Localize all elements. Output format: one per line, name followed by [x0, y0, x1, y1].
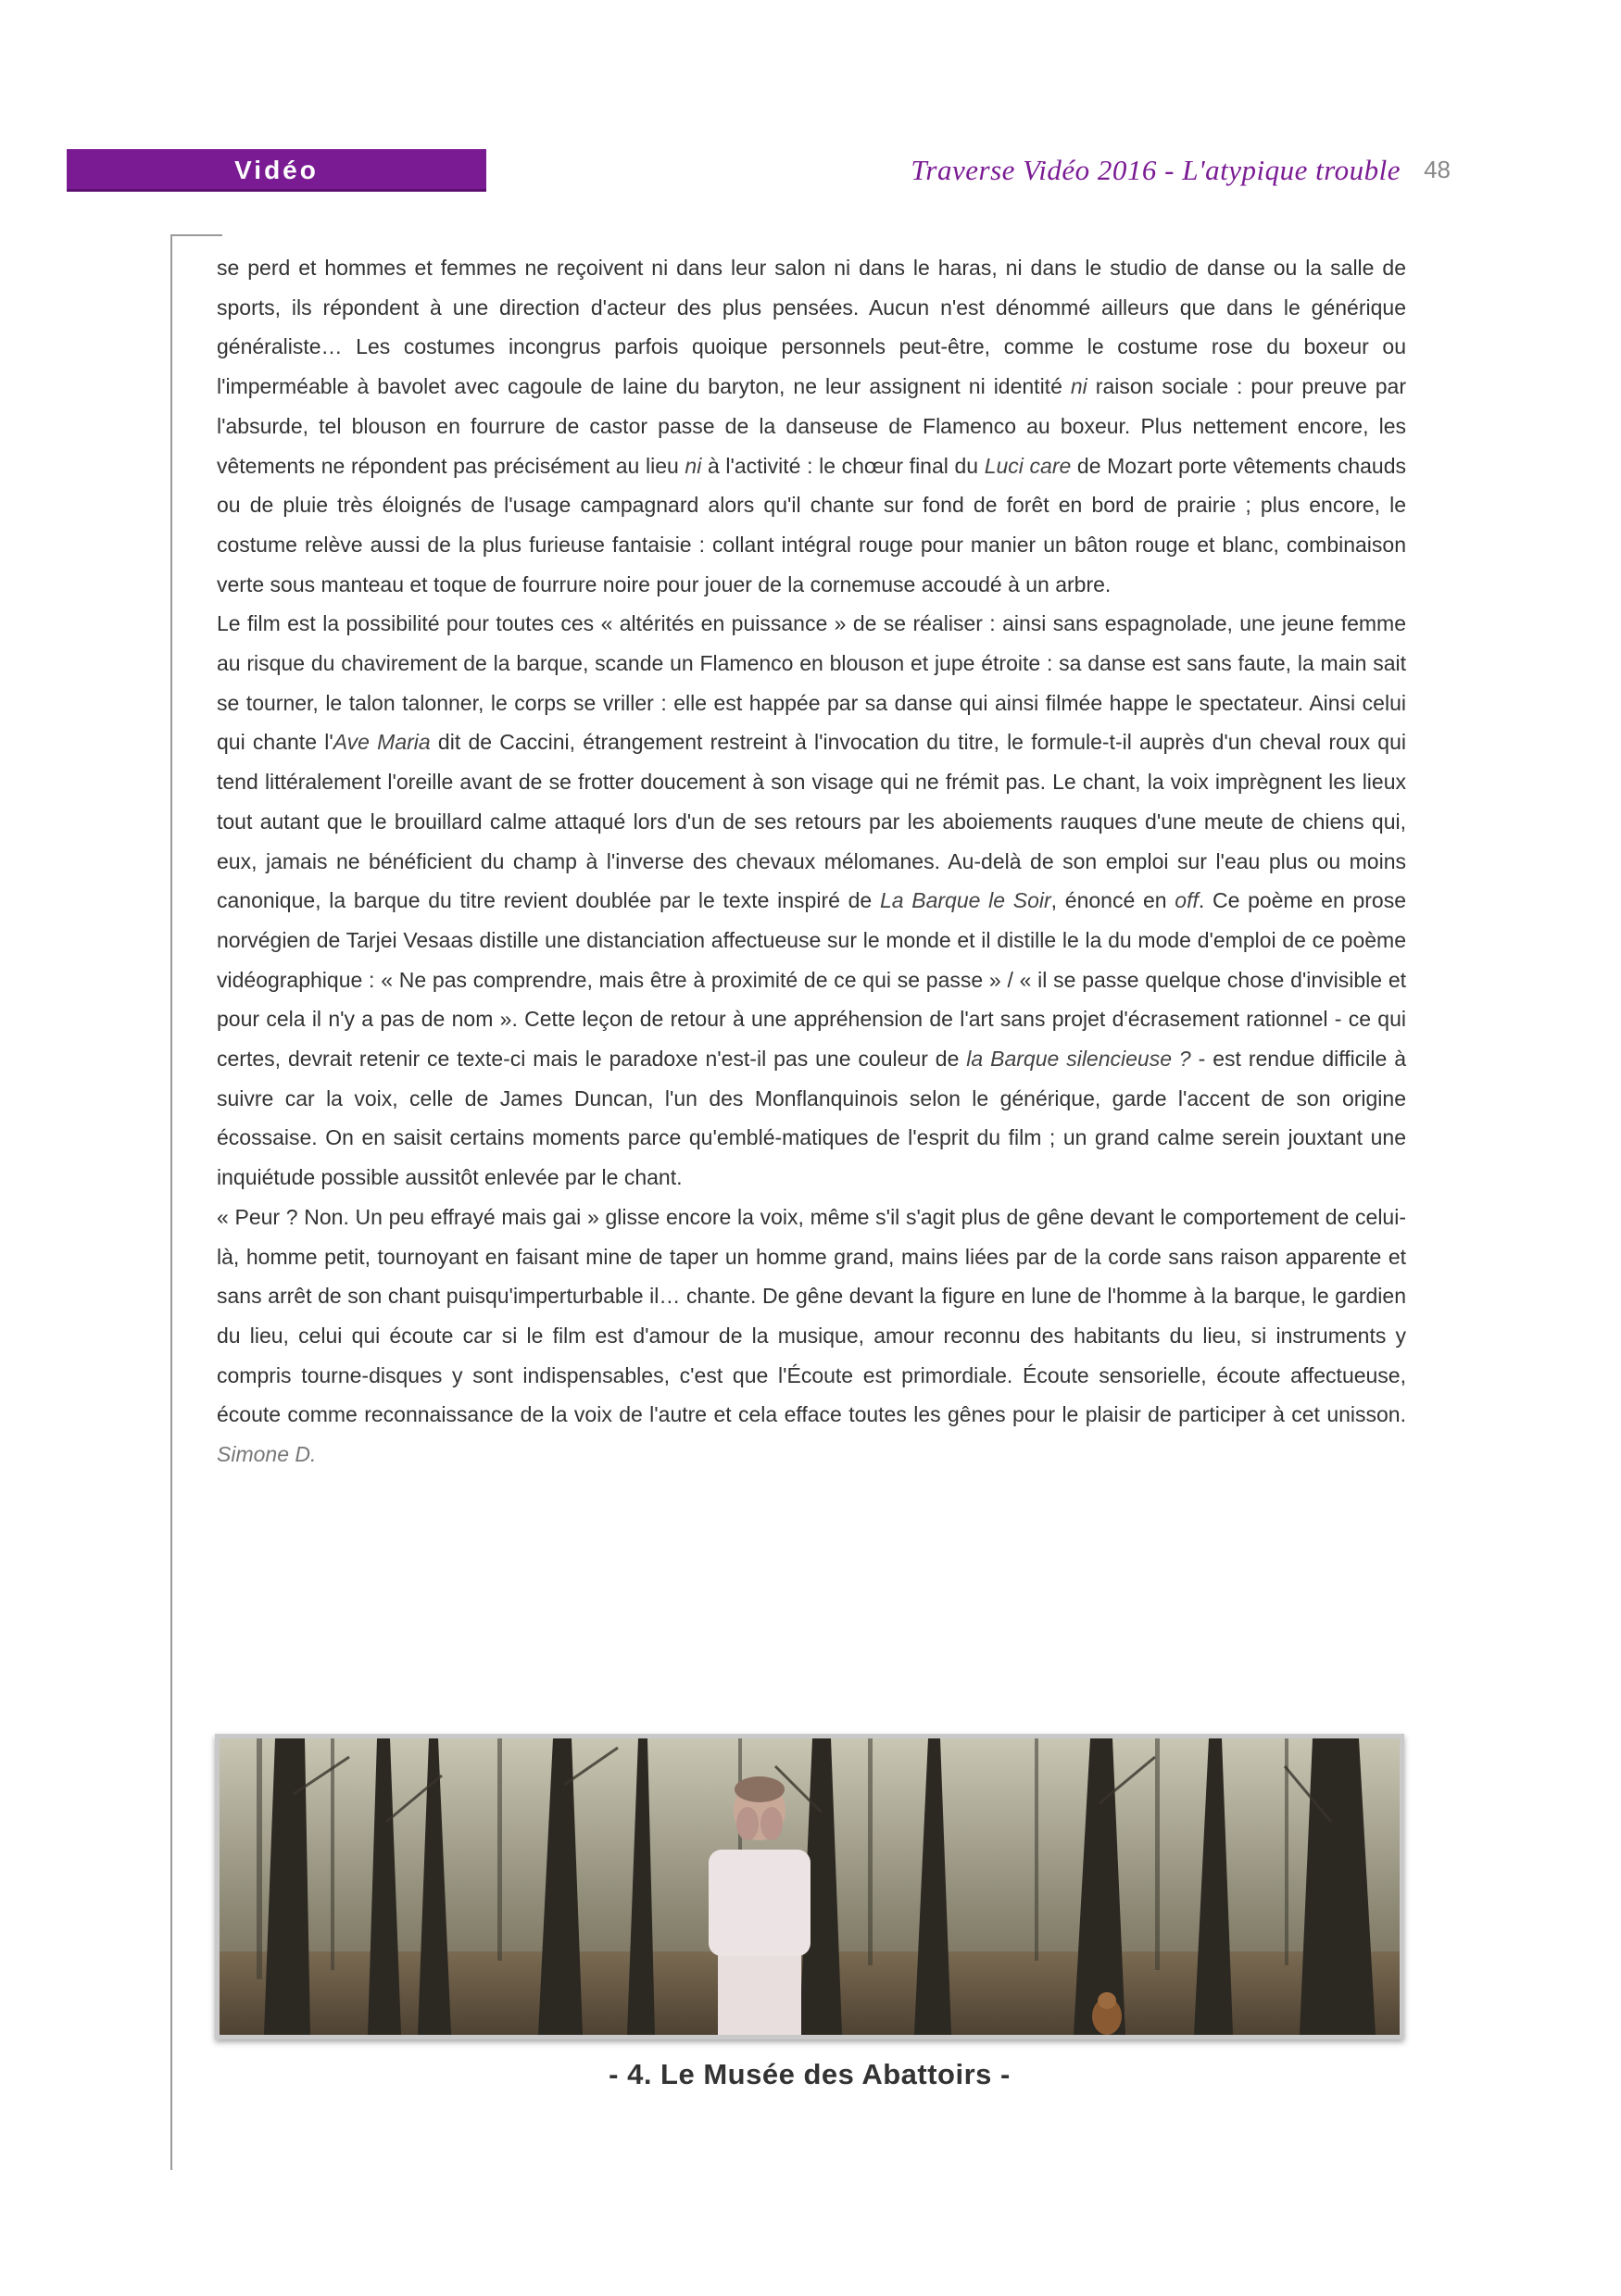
italic-text: off [1175, 888, 1199, 913]
margin-rule-tick [170, 234, 222, 236]
italic-text: ni [685, 453, 702, 478]
italic-text: ni [1070, 374, 1087, 399]
section-label: Vidéo [234, 156, 319, 184]
paragraph: se perd et hommes et femmes ne reçoivent ni dans leur salon ni dans le haras, ni dans le studio de danse ou la salle de sports, ils répondent à une direction d'acteur des plus pensées. Aucun n'est dénommé ailleurs que dans le générique généraliste… Les costumes incongrus parfois quoique personnels peut-être, comme le costume rose du boxeur ou l'imperméable à bavolet avec cagoule de laine du baryton, ne leur assignent ni identité ni raison sociale : pour preuve par l'absurde, tel blouson en fourrure de castor passe de la danseuse de Flamenco au boxeur. Plus nettement encore, les vêtements ne répondent pas précisément au lieu ni à l'activité : le chœur final du Luci care de Mozart porte vêtements chauds ou de pluie très éloignés de l'usage campagnard alors qu'il chante sur fond de forêt en bord de prairie ; plus encore, le costume relève aussi de la plus furieuse fantaisie : collant intégral rouge pour manier un bâton rouge et blanc, combinaison verte sous manteau et toque de fourrure noire pour jouer de la cornemuse accoudé à un arbre. [217, 256, 1407, 596]
running-title: Traverse Vidéo 2016 - L'atypique trouble [911, 154, 1401, 186]
margin-rule [170, 234, 172, 2170]
article-body [217, 248, 1406, 1474]
forest-scene-illustration [220, 1738, 1400, 2035]
italic-text: Luci care [984, 453, 1072, 478]
italic-text: la Barque silencieuse ? [966, 1047, 1191, 1072]
paragraph: Le film est la possibilité pour toutes ces « altérités en puissance » de se réaliser : ainsi sans espagnolade, une jeune femme au risque du chavirement de la barque, scande un Flamenco en blouson et jupe étroite : sa danse est sans faute, la main sait se tourner, le talon talonner, le corps se vriller : elle est happée par sa danse qui ainsi filmée happe le spectateur. Ainsi celui qui chante l'Ave Maria dit de Caccini, étrangement restreint à l'invocation du titre, le formule-t-il auprès d'un cheval roux qui tend littéralement l'oreille avant de se frotter doucement à son visage qui ne frémit pas. Le chant, la voix imprègnent les lieux tout autant que le brouillard calme attaqué lors d'un de ses retours par les aboiements rauques d'une meute de chiens qui, eux, jamais ne bénéficient du champ à l'inverse des chevaux mélomanes. Au-delà de son emploi sur l'eau plus ou moins canonique, la barque du titre revient doublée par le texte inspiré de La Barque le Soir, énoncé en off. Ce poème en prose norvégien de Tarjei Vesaas distille une distanciation affectueuse sur le monde et il distille le la du mode d'emploi de ce poème vidéographique : « Ne pas comprendre, mais être à proximité de ce qui se passe » / « il se passe quelque chose d'invisible et pour cela il n'y a pas de nom ». Cette leçon de retour à une appréhension de l'art sans projet d'écrasement rationnel - ce qui certes, devrait retenir ce texte-ci mais le paradoxe n'est-il pas une couleur de la Barque silencieuse ? - est rendue difficile à suivre car la voix, celle de James Duncan, l'un des Monflanquinois selon le générique, garde l'accent de son origine écossaise. On en saisit certains moments parce qu'emblé-matiques de l'esprit du film ; un grand calme serein jouxtant une inquiétude possible aussitôt enlevée par le chant. [217, 611, 1406, 1190]
italic-text: La Barque le Soir [879, 888, 1051, 913]
author-signature: Simone D. [217, 1442, 317, 1467]
film-still-image [215, 1734, 1404, 2039]
figure-caption: - 4. Le Musée des Abattoirs - [609, 2058, 1011, 2090]
page-number: 48 [1424, 156, 1451, 183]
italic-text: Ave Maria [333, 730, 431, 755]
paragraph: « Peur ? Non. Un peu effrayé mais gai » glisse encore la voix, même s'il s'agit plus de gêne devant le comportement de celui-là, homme petit, tournoyant en faisant mine de taper un homme grand, mains liées par de la corde sans raison apparente et sans arrêt de son chant puisqu'imperturbable il… chante. De gêne devant la figure en lune de l'homme à la barque, le gardien du lieu, celui qui écoute car si le film est d'amour de la musique, amour reconnu des habitants du lieu, si instruments y compris tourne-disques y sont indispensables, c'est que l'Écoute est primordiale. Écoute sensorielle, écoute affectueuse, écoute comme reconnaissance de la voix de l'autre et cela efface toutes les gênes pour le plaisir de participer à cet unisson. Simone D. [217, 1204, 1406, 1467]
